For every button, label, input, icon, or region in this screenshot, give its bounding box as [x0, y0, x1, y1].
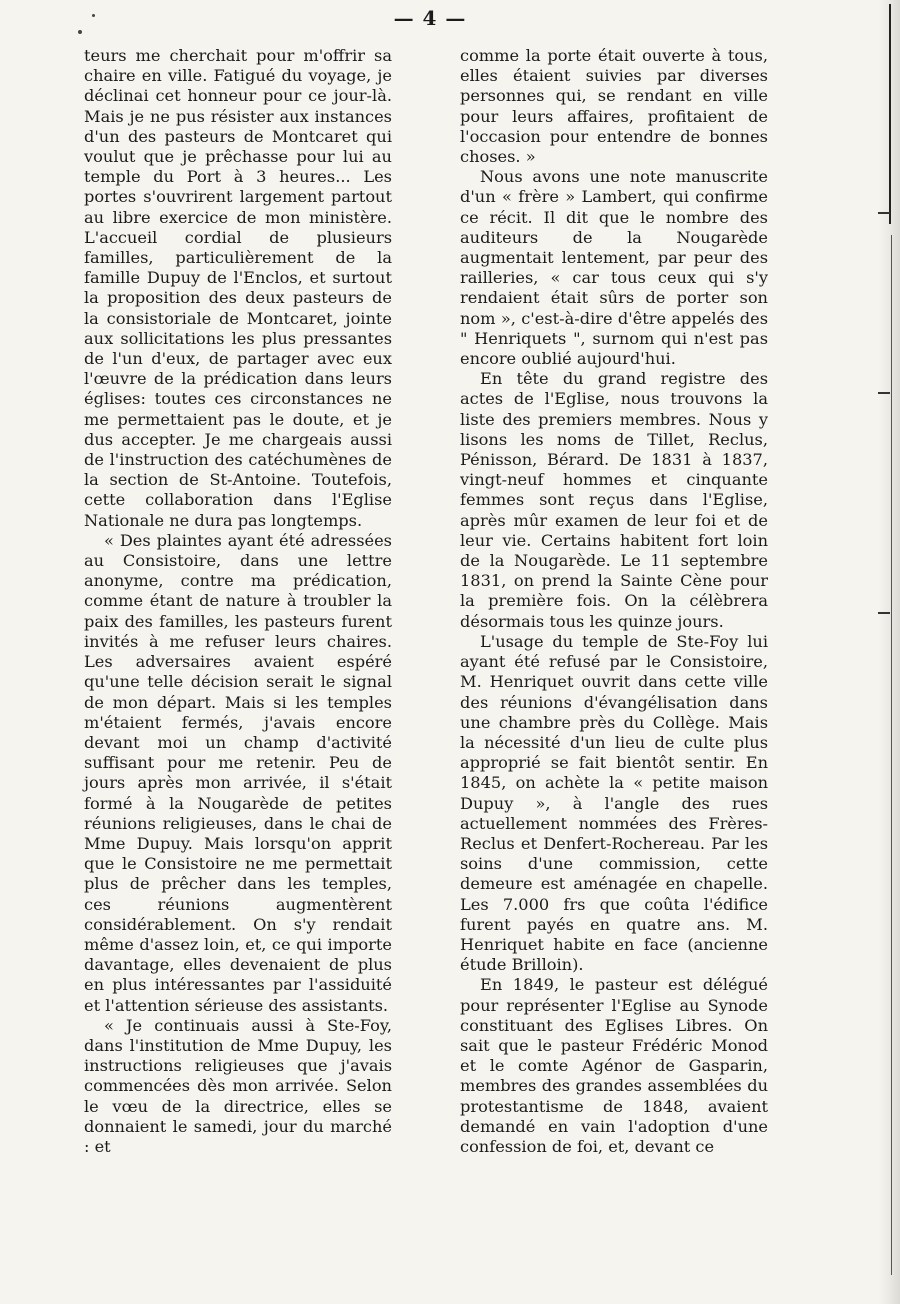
paragraph: teurs me cherchait pour m'offrir sa chaire en ville. Fatigué du voyage, je déclinai cet honneur pour ce jour-là. Mais je ne pus résister aux instances d'un des pasteurs de Montcaret qui voulut que je prêchasse pour lui au temple du Port à 3 heures... Les portes s'ouvrirent largement partout au libre exercice de mon ministère. L'accueil cordial de plusieurs familles, particulièrement de la famille Dupuy de l'Enclos, et surtout la proposition des deux pasteurs de la consistoriale de Montcaret, jointe aux sollicitations les plus pressantes de l'un d'eux, de partager avec eux l'œuvre de la prédication dans leurs églises: toutes ces circonstances ne me permettaient pas le doute, et je dus accepter. Je me chargeais aussi de l'instruction des catéchumènes de la section de St-Antoine. Toutefois, cette collaboration dans l'Eglise Nationale ne dura pas longtemps.	[84, 46, 392, 530]
paragraph: Nous avons une note manuscrite d'un « frère » Lambert, qui confirme ce récit. Il dit que le nombre des auditeurs de la Nougarède augmentait lentement, par peur des railleries, « car tous ceux qui s'y rendaient était sûrs de porter son nom », c'est-à-dire d'être appelés des " Henriquets ", surnom qui n'est pas encore oublié aujourd'hui.	[460, 167, 768, 369]
margin-mark	[878, 612, 890, 614]
margin-rule-top	[889, 4, 891, 224]
paragraph: En 1849, le pasteur est délégué pour représenter l'Eglise au Synode constituant des Eglises Libres. On sait que le pasteur Frédéric Monod et le comte Agénor de Gasparin, membres des grandes assemblées du protestantisme de 1848, avaient demandé en vain l'adoption d'une confession de foi, et, devant ce	[460, 975, 768, 1156]
margin-rule	[891, 235, 892, 1275]
scan-speck	[78, 30, 82, 34]
paragraph: « Je continuais aussi à Ste-Foy, dans l'institution de Mme Dupuy, les instructions religieuses que j'avais commencées dès mon arrivée. Selon le vœu de la directrice, elles se donnaient le samedi, jour du marché : et	[84, 1015, 392, 1156]
paragraph: comme la porte était ouverte à tous, elles étaient suivies par diverses personnes qui, se rendant en ville pour leurs affaires, profitaient de l'occasion pour entendre de bonnes choses. »	[460, 46, 768, 167]
margin-mark	[878, 392, 890, 394]
right-column	[460, 46, 768, 1226]
text-columns	[84, 46, 768, 1226]
paragraph: « Des plaintes ayant été adressées au Consistoire, dans une lettre anonyme, contre ma prédication, comme étant de nature à troubler la paix des familles, les pasteurs furent invités à me refuser leurs chaires. Les adversaires avaient espéré qu'une telle décision serait le signal de mon départ. Mais si les temples m'étaient fermés, j'avais encore devant moi un champ d'activité suffisant pour me retenir. Peu de jours après mon arrivée, il s'était formé à la Nougarède de petites réunions religieuses, dans le chai de Mme Dupuy. Mais lorsqu'on apprit que le Consistoire ne me permettait plus de prêcher dans les temples, ces réunions augmentèrent considérablement. On s'y rendait même d'assez loin, et, ce qui importe davantage, elles devenaient de plus en plus intéressantes par l'assiduité et l'attention sérieuse des assistants.	[84, 530, 392, 1015]
page-edge	[878, 0, 900, 1304]
paragraph: En tête du grand registre des actes de l'Eglise, nous trouvons la liste des premiers membres. Nous y lisons les noms de Tillet, Reclus, Pénisson, Bérard. De 1831 à 1837, vingt-neuf hommes et cinquante femmes sont reçus dans l'Eglise, après mûr examen de leur foi et de leur vie. Certains habitent fort loin de la Nougarède. Le 11 septembre 1831, on prend la Sainte Cène pour la première fois. On la célèbrera désormais tous les quinze jours.	[460, 369, 768, 631]
paragraph: L'usage du temple de Ste-Foy lui ayant été refusé par le Consistoire, M. Henriquet ouvrit dans cette ville des réunions d'évangélisation dans une chambre près du Collège. Mais la nécessité d'un lieu de culte plus approprié se fait bientôt sentir. En 1845, on achète la « petite maison Dupuy », à l'angle des rues actuellement nommées des Frères-Reclus et Denfert-Rochereau. Par les soins d'une commission, cette demeure est aménagée en chapelle. Les 7.000 frs que coûta l'édifice furent payés en quatre ans. M. Henriquet habite en face (ancienne étude Brilloin).	[460, 631, 768, 975]
margin-mark	[878, 212, 890, 214]
left-column	[84, 46, 392, 1226]
page-number: — 4 —	[393, 6, 467, 30]
